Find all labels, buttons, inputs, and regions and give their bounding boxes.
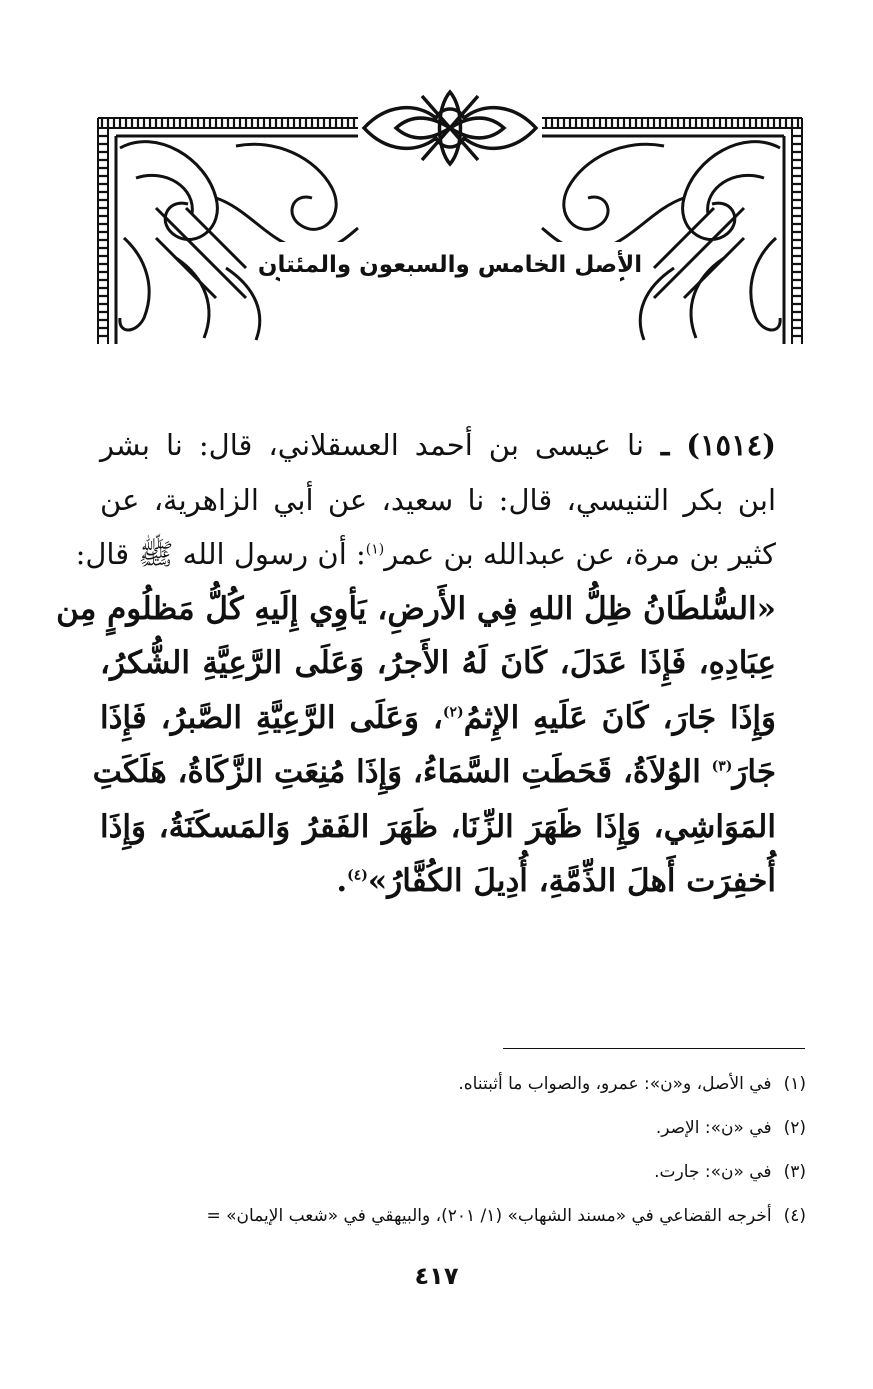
page-number: ٤١٧ — [414, 1262, 459, 1290]
main-text — [56, 418, 777, 909]
text-line — [100, 418, 776, 473]
hadith-line — [56, 582, 776, 637]
footnote — [60, 1062, 806, 1106]
text-segment: نا عيسى بن أحمد العسقلاني، قال: نا بشر — [100, 428, 644, 462]
footnotes — [60, 1062, 806, 1238]
text-segment: «السُّلطَانُ ظِلُّ اللهِ فِي الأَرضِ، يَأوِي إِلَيهِ كُلُّ مَظلُومٍ مِن — [56, 590, 776, 627]
header-ornament — [96, 88, 804, 346]
footnote — [60, 1106, 806, 1150]
footnote-ref: (١) — [365, 541, 385, 558]
footnote — [60, 1150, 806, 1194]
text-segment: : أن رسول الله ﷺ قال: — [75, 537, 366, 571]
hadith-line — [100, 800, 776, 855]
text-segment: كثير بن مرة، عن عبدالله بن عمر — [384, 537, 776, 571]
footnote-number: (٢) — [783, 1118, 806, 1138]
text-segment: جَارَ — [732, 754, 776, 790]
text-segment: الوُلاَةُ، قَحَطَتِ السَّمَاءُ، وَإِذَا مُنِعَتِ الزَّكَاةُ، هَلَكَتِ — [92, 754, 712, 790]
footnote-number: (٣) — [783, 1162, 806, 1182]
footnote-text: في «ن»: جارت. — [654, 1162, 772, 1182]
footnote-text: أخرجه القضاعي في «مسند الشهاب» (١/ ٢٠١)، والبيهقي في «شعب الإيمان» = — [206, 1206, 772, 1226]
text-segment: عِبَادِهِ، فَإِذَا عَدَلَ، كَانَ لَهُ الأَجرُ، وَعَلَى الرَّعِيَّةِ الشُّكرُ، — [100, 645, 776, 681]
text-line — [75, 527, 776, 582]
text-segment: أُخفِرَت أَهلَ الذِّمَّةِ، أُدِيلَ الكُفَّارُ» — [367, 863, 776, 899]
hadith-line — [100, 691, 776, 746]
footnote-number: (٤) — [783, 1206, 806, 1226]
footnote-text: في «ن»: الإصر. — [655, 1118, 772, 1138]
footnote-ref: (٤) — [347, 867, 368, 884]
text-segment: وَإِذَا جَارَ، كَانَ عَلَيهِ الإِثمُ — [463, 699, 777, 736]
chapter-title: الأصل الخامس والسبعون والمئتان — [280, 242, 620, 288]
hadith-line — [100, 636, 776, 691]
hadith-line — [92, 745, 776, 800]
footnote-number: (١) — [783, 1074, 806, 1094]
text-segment: . — [336, 863, 348, 899]
footnote — [60, 1194, 806, 1238]
footnote-ref: (٢) — [442, 704, 464, 721]
text-segment: ، وَعَلَى الرَّعِيَّةِ الصَّبرُ، فَإِذَا — [100, 699, 443, 736]
footnote-text: في الأصل، و«ن»: عمرو، والصواب ما أثبتناه. — [458, 1074, 772, 1094]
text-segment: المَوَاشِي، وَإِذَا ظَهَرَ الزِّنَا، ظَهَرَ الفَقرُ وَالمَسكَنَةُ، وَإِذَا — [100, 808, 776, 845]
hadith-line — [100, 854, 776, 909]
footnote-ref: (٣) — [711, 758, 733, 775]
hadith-number: (١٥١٤) ـ — [643, 428, 776, 462]
text-line — [100, 473, 776, 528]
footnote-divider — [503, 1048, 805, 1049]
text-segment: ابن بكر التنيسي، قال: نا سعيد، عن أبي الزاهرية، عن — [100, 482, 776, 517]
